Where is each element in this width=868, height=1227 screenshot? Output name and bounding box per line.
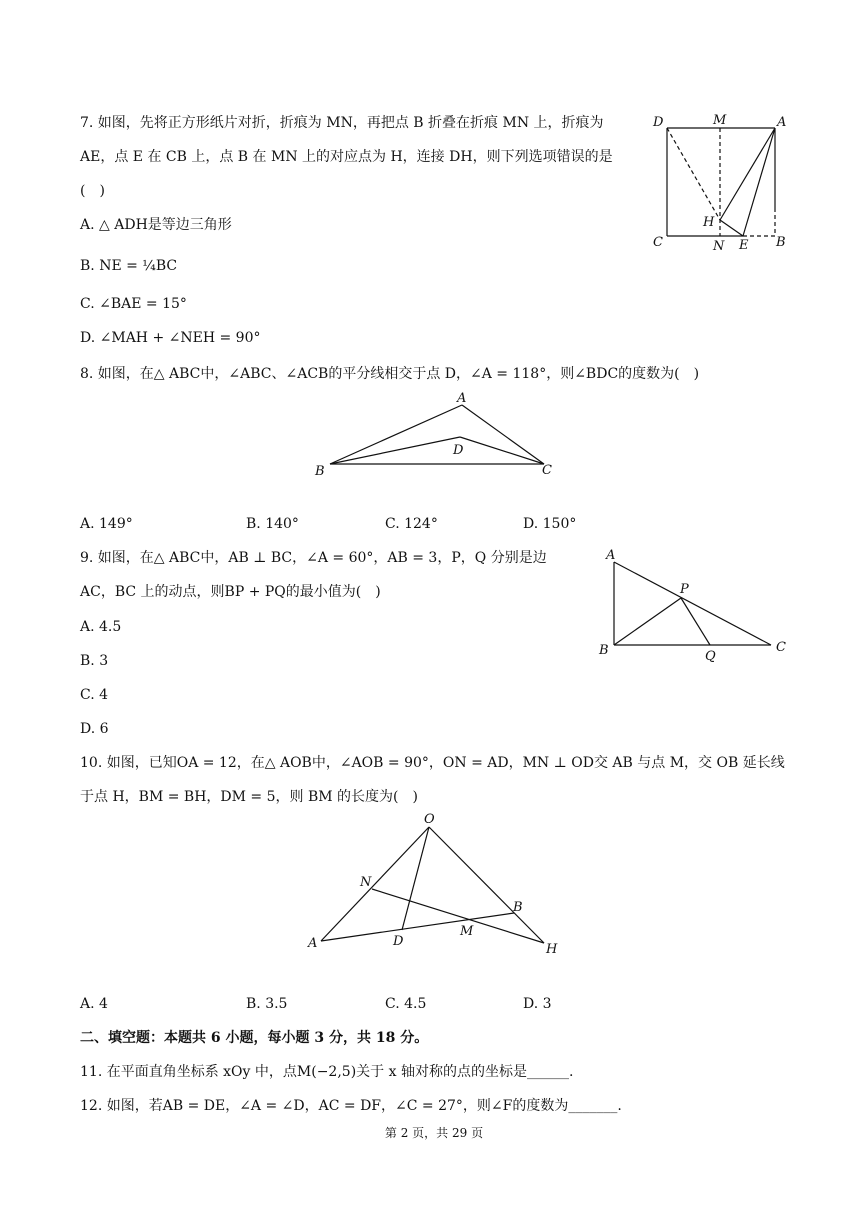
page-footer: 第 2 页，共 29 页 [384,1126,484,1140]
q12-stem: 12. 如图，若AB = DE，∠A = ∠D，AC = DF，∠C = 27°，则∠F的度数为_______. [80,1098,622,1114]
q9-label-p: P [680,582,689,597]
q7-option-c: C. ∠BAE = 15° [80,296,187,312]
q9-label-c: C [776,640,786,655]
q10-label-n: N [360,875,372,890]
q7-label-h: H [703,215,715,230]
q9-figure [595,545,795,667]
q7-figure [645,108,795,256]
q9-label-b: B [599,643,609,658]
q9-option-d: D. 6 [80,721,109,737]
q8-option-a: A. 149° [80,516,133,532]
q7-option-b: B. NE = ¼BC [80,258,178,274]
q10-stem-line2: 于点 H，BM = BH，DM = 5，则 BM 的长度为( ) [80,789,418,805]
q10-label-d: D [393,934,404,949]
q8-option-c: C. 124° [385,516,438,532]
q9-option-b: B. 3 [80,653,109,669]
q7-answer-paren: ( ) [80,183,105,199]
q10-label-m: M [460,924,474,939]
q7-label-e: E [739,238,749,253]
q9-label-q: Q [705,649,716,664]
q10-stem-line1: 10. 如图，已知OA = 12，在△ AOB中，∠AOB = 90°，ON = AD，MN ⊥ OD交 AB 与点 M，交 OB 延长线 [80,755,785,771]
q7-stem-line2: AE，点 E 在 CB 上，点 B 在 MN 上的对应点为 H，连接 DH，则下列选项错误的是 [80,149,613,165]
q7-label-m: M [713,113,727,128]
q10-label-h: H [546,942,558,957]
q7-label-a: A [777,115,787,130]
q7-label-d: D [653,115,664,130]
q10-option-c: C. 4.5 [385,996,427,1012]
q11-stem: 11. 在平面直角坐标系 xOy 中，点M(−2,5)关于 x 轴对称的点的坐标是______. [80,1064,574,1080]
q8-label-a: A [457,391,467,406]
q10-label-o: O [424,812,435,827]
q10-option-a: A. 4 [80,996,108,1012]
q9-option-c: C. 4 [80,687,109,703]
q9-stem-line2: AC，BC 上的动点，则BP + PQ的最小值为( ) [80,584,381,600]
q7-option-d: D. ∠MAH + ∠NEH = 90° [80,330,261,346]
q7-label-c: C [653,235,663,250]
q9-option-a: A. 4.5 [80,619,122,635]
q8-option-d: D. 150° [523,516,577,532]
section-heading-fill-in: 二、填空题：本题共 6 小题，每小题 3 分，共 18 分。 [80,1030,429,1046]
q10-option-b: B. 3.5 [246,996,288,1012]
q10-label-a: A [308,936,318,951]
q8-stem: 8. 如图，在△ ABC中，∠ABC、∠ACB的平分线相交于点 D，∠A = 118°，则∠BDC的度数为( ) [80,366,700,382]
q7-label-n: N [713,239,725,254]
q10-option-d: D. 3 [523,996,552,1012]
q8-label-c: C [542,463,552,478]
q7-option-a: A. △ ADH是等边三角形 [80,217,232,233]
q8-option-b: B. 140° [246,516,299,532]
q8-label-d: D [453,443,464,458]
q9-label-a: A [606,548,616,563]
q9-stem-line1: 9. 如图，在△ ABC中，AB ⊥ BC，∠A = 60°，AB = 3，P，Q 分别是边 [80,550,547,566]
q8-figure [310,388,560,483]
q10-label-b: B [513,900,523,915]
q7-label-b: B [776,235,786,250]
q8-label-b: B [315,464,325,479]
q10-figure [298,807,573,962]
q7-stem-line1: 7. 如图，先将正方形纸片对折，折痕为 MN，再把点 B 折叠在折痕 MN 上，折痕为 [80,115,604,131]
